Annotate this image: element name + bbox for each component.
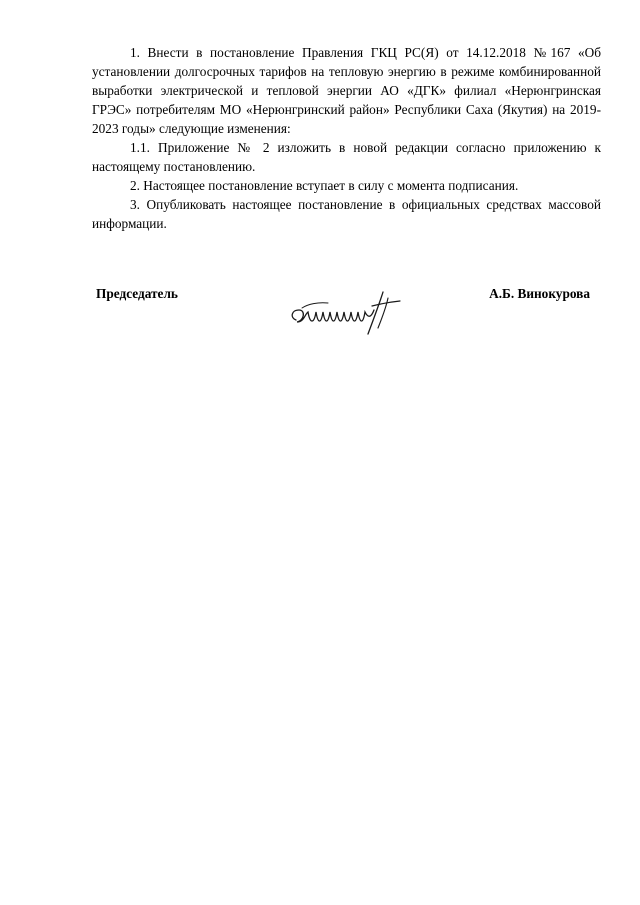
paragraph-appendix: 1.1. Приложение № 2 изложить в новой редакции согласно приложению к настоящему постановлению. (92, 140, 601, 174)
handwritten-signature (288, 288, 408, 338)
signer-title: Председатель (96, 286, 178, 301)
signature-block (96, 286, 590, 346)
paragraph-effective-date: 2. Настоящее постановление вступает в силу с момента подписания. (130, 178, 519, 193)
document-body (92, 43, 601, 233)
paragraph-publication: 3. Опубликовать настоящее постановление в официальных средствах массовой информации. (92, 197, 601, 231)
signer-name: А.Б. Винокурова (489, 286, 590, 301)
paragraph-amendment: 1. Внести в постановление Правления ГКЦ РС(Я) от 14.12.2018 №167 «Об установлении долгосрочных тарифов на тепловую энергию в режиме комбинированной выработки электрической и тепловой энергии АО «ДГК» филиал «Нерюнгринская ГРЭС» потребителям МО «Нерюнгринский район» Республики Саха (Якутия) на 2019-2023 годы» следующие изменения: (92, 45, 601, 136)
